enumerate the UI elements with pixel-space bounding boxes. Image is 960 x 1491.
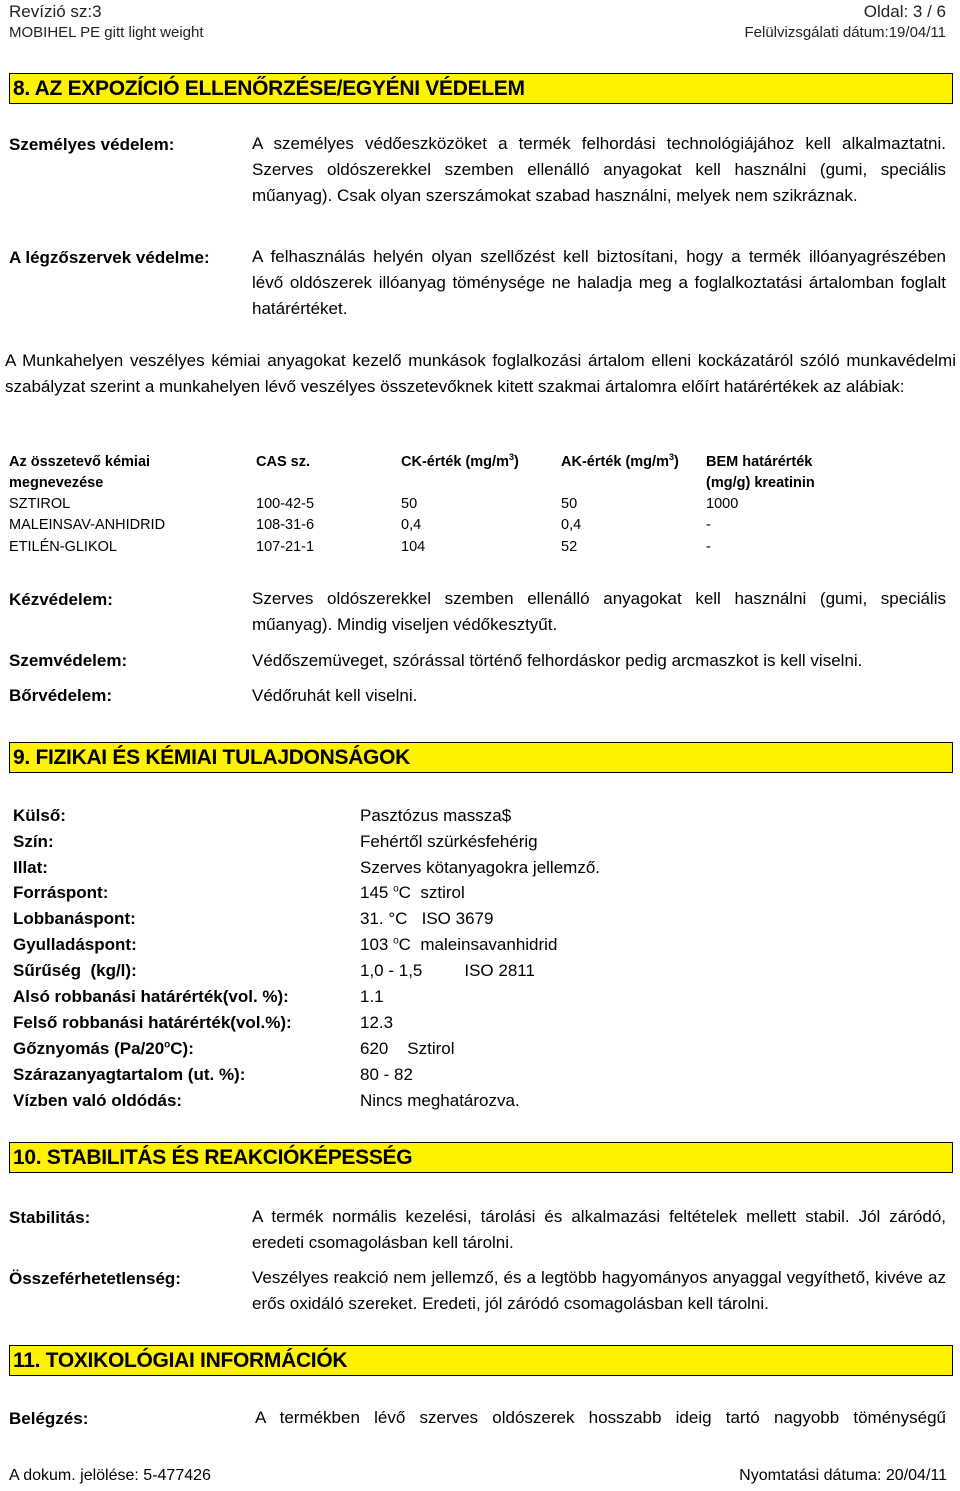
table-header-cas: CAS sz. (256, 454, 310, 470)
inhalation-text: A termékben lévő szerves oldószerek hosszabb ideig tartó nagyobb töménységű (255, 1408, 946, 1427)
personal-protection-label: Személyes védelem: (9, 135, 175, 154)
hand-protection-text: Szerves oldószerekkel szemben ellenálló anyagokat kell használni (gumi, speciális műanyag). Mindig viseljen védőkesztyűt. (252, 589, 946, 634)
product-name: MOBIHEL PE gitt light weight (9, 24, 204, 41)
stability-text: A termék normális kezelési, tárolási és alkalmazási feltételek mellett stabil. Jól záródó, eredeti csomagolásban kell tárolni. (252, 1207, 946, 1252)
section-8-heading: 8. AZ EXPOZÍCIÓ ELLENŐRZÉSE/EGYÉNI VÉDELEM (9, 73, 953, 104)
property-value: Nincs meghatározva. (360, 1091, 520, 1110)
respiratory-protection-text: A felhasználás helyén olyan szellőzést kell biztosítani, hogy a termék illóanyagrészében lévő oldószerek illóanyag töménysége ne haladja meg a foglalkoztatási ártalomban foglalt határértéket. (252, 247, 946, 318)
table-cell-cas: 107-21-1 (256, 539, 315, 555)
table-cell-ck: 0,4 (401, 517, 422, 533)
hand-protection-label: Kézvédelem: (9, 590, 113, 609)
property-value: Szerves kötanyagokra jellemző. (360, 858, 601, 877)
table-header-name-2: megnevezése (9, 475, 104, 491)
property-label: Gyulladáspont: (13, 935, 137, 954)
document-id: A dokum. jelölése: 5-477426 (9, 1467, 211, 1484)
section-10-heading: 10. STABILITÁS ÉS REAKCIÓKÉPESSÉG (9, 1142, 953, 1173)
review-date: Felülvizsgálati dátum:19/04/11 (744, 24, 946, 41)
property-label: Vízben való oldódás: (13, 1091, 183, 1110)
property-label: Szín: (13, 832, 54, 851)
property-label: Sűrűség (kg/l): (13, 961, 137, 980)
property-label: Gőznyomás (Pa/20$^o$C): (13, 1039, 194, 1058)
property-value: Fehértől szürkésfehérig (360, 832, 538, 851)
table-cell-name: ETILÉN-GLIKOL (9, 539, 117, 555)
personal-protection-text: A személyes védőeszközöket a termék felhordási technológiájához kell alkalmaztatni. Szerves oldószerekkel szemben ellenálló anyagokat kell használni (gumi, speciális műanyag). Csak olyan szerszámokat szabad használni, melyek nem szikráznak. (252, 134, 946, 205)
table-cell-bem: - (706, 539, 711, 555)
property-label: Szárazanyagtartalom (ut. %): (13, 1065, 246, 1084)
page-number: Oldal: 3 / 6 (863, 2, 946, 21)
property-value: 103 $^o$C maleinsavanhidrid (360, 935, 558, 954)
property-label: Alsó robbanási határérték(vol. %): (13, 987, 289, 1006)
section-9-heading: 9. FIZIKAI ÉS KÉMIAI TULAJDONSÁGOK (9, 742, 953, 773)
workplace-limits-text: A Munkahelyen veszélyes kémiai anyagokat kezelő munkások foglalkozási ártalom elleni kockázatáról szóló munkavédelmi szabályzat szerint a munkahelyen lévő veszélyes összetevőknek kitett szakmai ártalomra előírt határértékek az alábiak: (5, 351, 956, 396)
table-cell-ak: 0,4 (561, 517, 582, 533)
property-value: 31. °C ISO 3679 (360, 909, 494, 928)
table-cell-cas: 100-42-5 (256, 496, 315, 512)
property-value: 620 Sztirol (360, 1039, 455, 1058)
property-label: Lobbanáspont: (13, 909, 136, 928)
table-cell-ck: 50 (401, 496, 418, 512)
property-label: Külső: (13, 806, 66, 825)
skin-protection-text: Védőruhát kell viselni. (252, 686, 418, 705)
table-header-bem-2: (mg/g) kreatinin (706, 475, 815, 491)
table-header-bem: BEM határérték (706, 454, 813, 470)
table-cell-name: SZTIROL (9, 496, 71, 512)
property-value: 1.1 (360, 987, 384, 1006)
table-header-ck: CK-érték $(mg/m^3)$ (401, 452, 519, 470)
property-value: 145 $^o$C sztirol (360, 883, 465, 902)
incompatibility-label: Összeférhetetlenség: (9, 1269, 181, 1288)
table-cell-bem: - (706, 517, 711, 533)
eye-protection-label: Szemvédelem: (9, 651, 128, 670)
property-value: 12.3 (360, 1013, 394, 1032)
incompatibility-text: Veszélyes reakció nem jellemző, és a legtöbb hagyományos anyaggal vegyíthető, kivéve az erős oxidáló szereket. Eredeti, jól záródó csomagolásban kell tárolni. (252, 1268, 946, 1313)
section-11-heading: 11. TOXIKOLÓGIAI INFORMÁCIÓK (9, 1345, 953, 1376)
print-date: Nyomtatási dátuma: 20/04/11 (739, 1467, 947, 1484)
property-value: 80 - 82 (360, 1065, 413, 1084)
table-cell-bem: 1000 (706, 496, 739, 512)
table-header-name: Az összetevő kémiai (9, 454, 151, 470)
property-value: Pasztózus massza$ (360, 806, 512, 825)
stability-label: Stabilitás: (9, 1208, 91, 1227)
table-cell-ak: 52 (561, 539, 578, 555)
table-cell-ak: 50 (561, 496, 578, 512)
respiratory-protection-label: A légzőszervek védelme: (9, 248, 210, 267)
property-label: Illat: (13, 858, 48, 877)
table-cell-ck: 104 (401, 539, 426, 555)
property-label: Forráspont: (13, 883, 109, 902)
skin-protection-label: Bőrvédelem: (9, 686, 112, 705)
property-value: 1,0 - 1,5 ISO 2811 (360, 961, 535, 980)
property-label: Felső robbanási határérték(vol.%): (13, 1013, 292, 1032)
table-cell-cas: 108-31-6 (256, 517, 315, 533)
inhalation-label: Belégzés: (9, 1409, 89, 1428)
revision-number: Revízió sz:3 (9, 2, 102, 21)
table-cell-name: MALEINSAV-ANHIDRID (9, 517, 166, 533)
table-header-ak: AK-érték $(mg/m^3)$ (561, 452, 679, 470)
eye-protection-text: Védőszemüveget, szórással történő felhordáskor pedig arcmaszkot is kell viselni. (252, 651, 863, 670)
